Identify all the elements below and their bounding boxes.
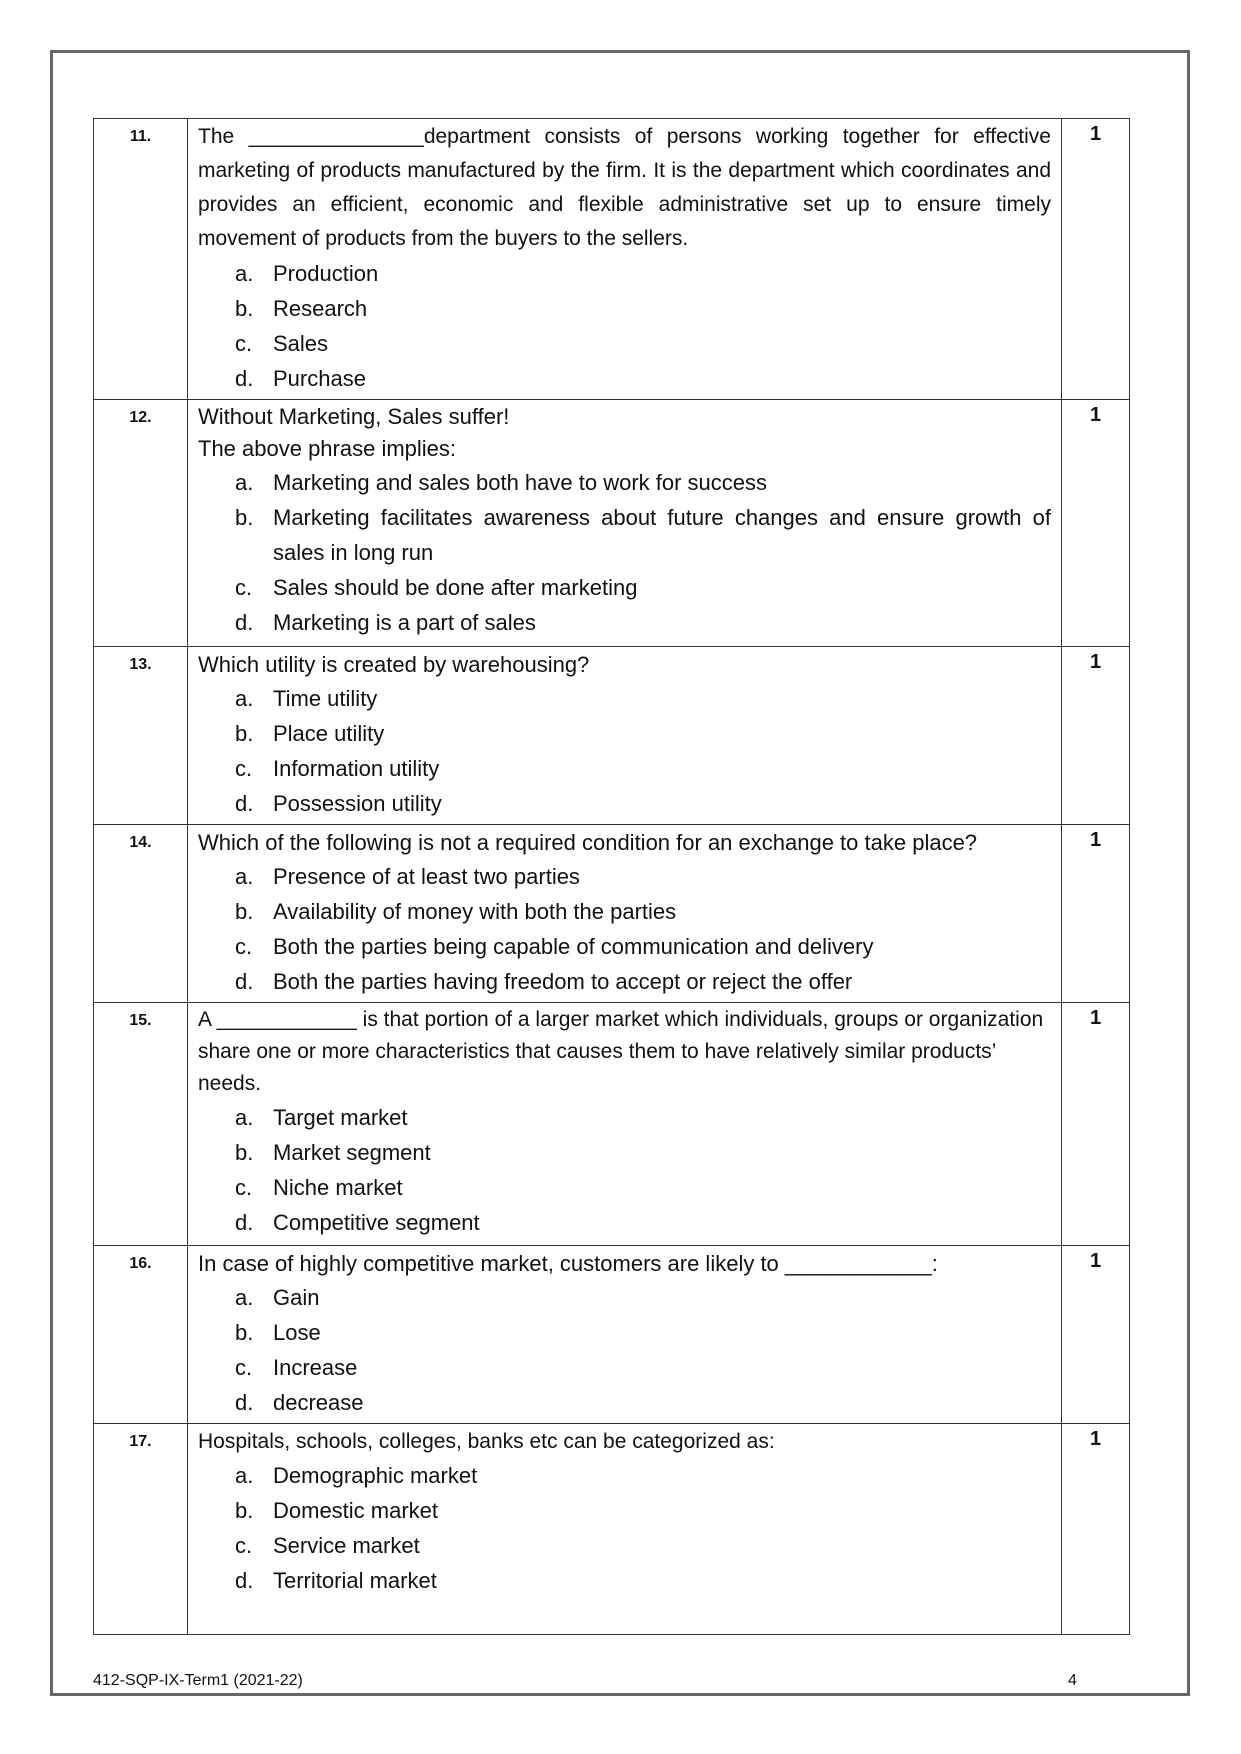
option-letter: b. — [235, 1320, 254, 1345]
option-text: Target market — [273, 1105, 408, 1130]
question-marks: 1 — [1062, 119, 1130, 400]
question-marks: 1 — [1062, 1003, 1130, 1246]
option-text: Both the parties being capable of communication and delivery — [273, 934, 874, 959]
option-letter: a. — [235, 261, 254, 286]
option-letter: b. — [235, 1140, 254, 1165]
question-text: Hospitals, schools, colleges, banks etc can be categorized as: — [198, 1430, 775, 1453]
option-a — [198, 1458, 1051, 1493]
option-text: Demographic market — [273, 1463, 478, 1488]
option-letter: a. — [235, 686, 254, 711]
option-letter: c. — [235, 331, 253, 356]
option-text: decrease — [273, 1390, 364, 1415]
option-letter: a. — [235, 864, 254, 889]
option-letter: c. — [235, 1175, 253, 1200]
option-text: Sales — [273, 331, 329, 356]
option-b — [198, 1315, 1051, 1350]
question-body — [188, 1246, 1062, 1424]
option-text: Possession utility — [273, 791, 442, 816]
question-number: 13. — [94, 647, 188, 825]
question-row-13 — [94, 647, 1130, 825]
option-b — [198, 1135, 1051, 1170]
option-text: Domestic market — [273, 1498, 439, 1523]
option-text: Increase — [273, 1355, 358, 1380]
option-text: Market segment — [273, 1140, 431, 1165]
option-letter: c. — [235, 1533, 253, 1558]
option-c — [198, 1350, 1051, 1385]
option-letter: c. — [235, 1355, 253, 1380]
option-letter: d. — [235, 1210, 254, 1235]
option-letter: d. — [235, 366, 254, 391]
question-marks: 1 — [1062, 1424, 1130, 1635]
option-d — [198, 361, 1051, 396]
question-text: The _______________department consists of persons working together for effective marketing of products manufactured by the firm. It is the department which coordinates and provides an efficient, economic and flexible administrative set up to ensure timely movement of products from the buyers to the sellers. — [198, 125, 1051, 250]
footer-page-number: 4 — [1068, 1672, 1077, 1689]
option-text: Gain — [273, 1285, 320, 1310]
option-list — [198, 1280, 1051, 1420]
option-text: Sales should be done after marketing — [273, 575, 638, 600]
question-text: A ____________ is that portion of a larger market which individuals, groups or organization share one or more characteristics that causes them to have relatively similar products’ needs. — [198, 1008, 1044, 1095]
option-text: Lose — [273, 1320, 321, 1345]
option-b — [198, 291, 1051, 326]
option-text: Presence of at least two parties — [273, 864, 580, 889]
option-c — [198, 929, 1051, 964]
option-a — [198, 681, 1051, 716]
question-marks: 1 — [1062, 825, 1130, 1003]
option-list — [198, 1458, 1051, 1598]
question-number: 17. — [94, 1424, 188, 1635]
option-text: Both the parties having freedom to accept or reject the offer — [273, 969, 853, 994]
question-row-15 — [94, 1003, 1130, 1246]
question-number: 15. — [94, 1003, 188, 1246]
option-letter: b. — [235, 721, 254, 746]
option-d — [198, 964, 1051, 999]
option-text: Time utility — [273, 686, 378, 711]
question-marks: 1 — [1062, 400, 1130, 647]
option-a — [198, 256, 1051, 291]
option-c — [198, 751, 1051, 786]
option-list — [198, 256, 1051, 396]
option-text: Purchase — [273, 366, 366, 391]
option-text: Information utility — [273, 756, 440, 781]
option-d — [198, 1385, 1051, 1420]
question-subtext: The above phrase implies: — [198, 436, 457, 461]
option-list — [198, 1100, 1051, 1240]
option-letter: c. — [235, 934, 253, 959]
option-letter: d. — [235, 1390, 254, 1415]
question-row-14 — [94, 825, 1130, 1003]
option-a — [198, 1100, 1051, 1135]
question-text: Which of the following is not a required condition for an exchange to take place? — [198, 830, 978, 855]
option-b — [198, 500, 1051, 570]
question-table — [93, 118, 1130, 1635]
option-d — [198, 605, 1051, 640]
question-text: In case of highly competitive market, customers are likely to ____________: — [198, 1251, 938, 1276]
option-letter: c. — [235, 575, 253, 600]
option-letter: d. — [235, 791, 254, 816]
option-letter: a. — [235, 470, 254, 495]
option-list — [198, 681, 1051, 821]
question-row-12 — [94, 400, 1130, 647]
option-letter: b. — [235, 505, 254, 530]
option-text: Place utility — [273, 721, 385, 746]
option-c — [198, 326, 1051, 361]
question-body — [188, 119, 1062, 400]
option-letter: a. — [235, 1463, 254, 1488]
option-text: Research — [273, 296, 368, 321]
option-letter: d. — [235, 1568, 254, 1593]
option-list — [198, 465, 1051, 640]
option-a — [198, 1280, 1051, 1315]
question-body — [188, 647, 1062, 825]
option-c — [198, 1528, 1051, 1563]
question-body — [188, 400, 1062, 647]
option-text: Marketing facilitates awareness about future changes and ensure growth of sales in long run — [273, 505, 1051, 565]
option-text: Marketing is a part of sales — [273, 610, 536, 635]
question-body — [188, 825, 1062, 1003]
option-letter: b. — [235, 899, 254, 924]
option-letter: c. — [235, 756, 253, 781]
question-body — [188, 1424, 1062, 1635]
option-b — [198, 716, 1051, 751]
option-b — [198, 1493, 1051, 1528]
option-text: Availability of money with both the parties — [273, 899, 677, 924]
question-text: Which utility is created by warehousing? — [198, 652, 590, 677]
option-text: Territorial market — [273, 1568, 437, 1593]
question-text: Without Marketing, Sales suffer! — [198, 404, 510, 429]
question-number: 16. — [94, 1246, 188, 1424]
option-letter: a. — [235, 1105, 254, 1130]
option-letter: d. — [235, 969, 254, 994]
option-text: Competitive segment — [273, 1210, 480, 1235]
option-letter: a. — [235, 1285, 254, 1310]
option-d — [198, 1563, 1051, 1598]
footer-document-code: 412-SQP-IX-Term1 (2021-22) — [93, 1672, 303, 1689]
option-list — [198, 859, 1051, 999]
option-a — [198, 465, 1051, 500]
question-row-11 — [94, 119, 1130, 400]
question-number: 11. — [94, 119, 188, 400]
option-letter: d. — [235, 610, 254, 635]
option-a — [198, 859, 1051, 894]
option-d — [198, 786, 1051, 821]
option-text: Marketing and sales both have to work for success — [273, 470, 768, 495]
option-b — [198, 894, 1051, 929]
option-letter: b. — [235, 1498, 254, 1523]
option-letter: b. — [235, 296, 254, 321]
question-number: 12. — [94, 400, 188, 647]
question-number: 14. — [94, 825, 188, 1003]
option-text: Service market — [273, 1533, 420, 1558]
option-text: Niche market — [273, 1175, 403, 1200]
option-d — [198, 1205, 1051, 1240]
option-c — [198, 570, 1051, 605]
question-marks: 1 — [1062, 647, 1130, 825]
option-c — [198, 1170, 1051, 1205]
question-body — [188, 1003, 1062, 1246]
question-row-17 — [94, 1424, 1130, 1635]
question-marks: 1 — [1062, 1246, 1130, 1424]
option-text: Production — [273, 261, 379, 286]
question-row-16 — [94, 1246, 1130, 1424]
